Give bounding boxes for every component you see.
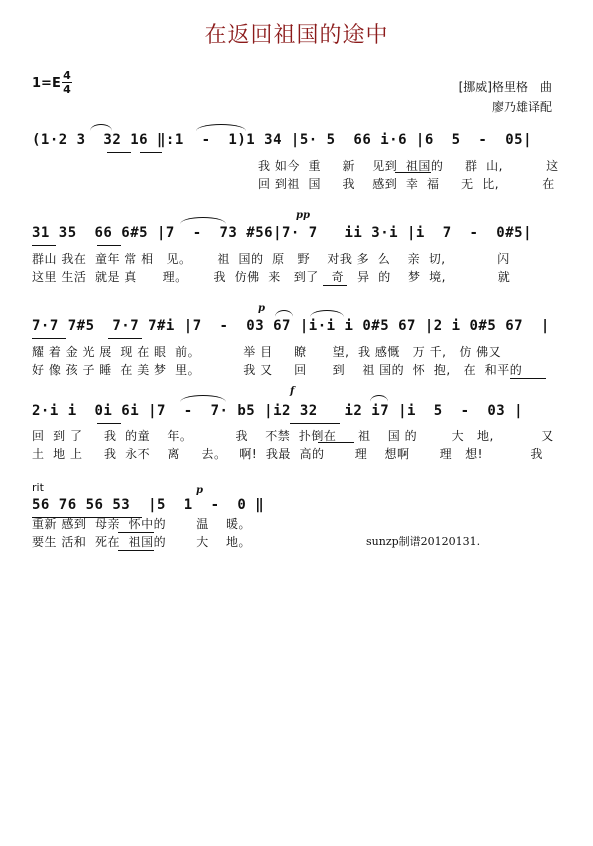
beam-line [97,245,121,246]
beam-line [97,423,121,424]
lyric-underline [318,442,354,443]
beam-line [107,152,131,153]
lyric-underline [323,285,347,286]
notation-line-5: 56 76 56 53 |5 1 - 0 ‖ [32,497,265,513]
time-signature-top: 4 [63,69,71,82]
lyric-underline [510,378,546,379]
lyric-line-2b: 这里 生活 就是 真 理。 我 仿佛 来 到了 奇 异 的 梦 境, 就 [32,270,511,284]
lyric-line-1b: 回 到祖 国 我 感到 幸 福 无 比, 在 [258,177,555,191]
composer-credit: [挪威]格里格 曲 [458,80,552,94]
time-signature [62,70,72,95]
slur-mark [90,124,112,131]
lyric-line-1a: 我 如今 重 新 见到 祖国的 群 山, 这 [258,159,559,173]
dynamic-mark: p [258,303,265,314]
slur-mark [370,395,388,402]
notation-line-4: 2·i i 0i 6i |7 - 7· b5 |i2 32 i2 i7 |i 5 - 03 | [32,403,524,419]
notation-line-1: (1·2 3 32 16 ‖:1 - 1)1 34 |5· 5 66 i·6 |6 5 - 05| [32,132,533,148]
lyric-underline [118,532,154,533]
beam-line [32,338,66,339]
notation-line-3: 7·7 7#5 7·7 7#i |7 - 03 67 |i·i i 0#5 67 |2 i 0#5 67 | [32,318,550,334]
lyric-underline [118,550,154,551]
translator-credit: 廖乃雄译配 [491,100,552,114]
slur-mark [275,310,293,317]
slur-mark [310,310,344,317]
notation-line-2: 31 35 66 6#5 |7 - 73 #56|7· 7 ii 3·i |i 7 - 0#5| [32,225,533,241]
lyric-line-5b: 要生 活和 死在 祖国的 大 地。 [32,535,252,549]
time-signature-bottom: 4 [63,83,71,96]
beam-line [290,423,340,424]
credits-block [459,77,552,117]
dynamic-mark: p [196,485,203,496]
key-signature: 1=E [32,76,61,91]
lyric-line-2a: 群山 我在 童年 常 相 见。 祖 国的 原 野 对我 多 么 亲 切, 闪 [32,252,510,266]
beam-line [32,245,56,246]
tempo-mark: rit [32,481,44,494]
lyric-line-3a: 耀 着 金 光 展 现 在 眼 前。 举 目 瞭 望, 我 感慨 万 千, 仿 佛又 [32,345,502,359]
lyric-line-4a: 回 到 了 我 的童 年。 我 不禁 扑倒在 祖 国 的 大 地, 又 [32,429,554,443]
lyric-line-3b: 好 像 孩 子 睡 在 美 梦 里。 我 又 回 到 祖 国的 怀 抱, 在 和平的 [32,363,523,377]
song-title: 在返回祖国的途中 [204,23,389,48]
slur-mark [180,395,226,402]
beam-line [140,152,162,153]
beam-line [108,338,142,339]
dynamic-mark: f [290,386,295,397]
slur-mark [180,217,226,224]
lyric-line-5a: 重新 感到 母亲 怀中的 温 暖。 [32,517,252,531]
dynamic-mark: pp [296,210,310,221]
lyric-line-4b: 土 地 上 我 永不 离 去。 啊! 我最 高的 理 想啊 理 想! 我 [32,447,543,461]
lyric-underline [395,172,431,173]
slur-mark [196,124,246,131]
transcriber-credit: sunzp制谱20120131. [366,535,481,548]
